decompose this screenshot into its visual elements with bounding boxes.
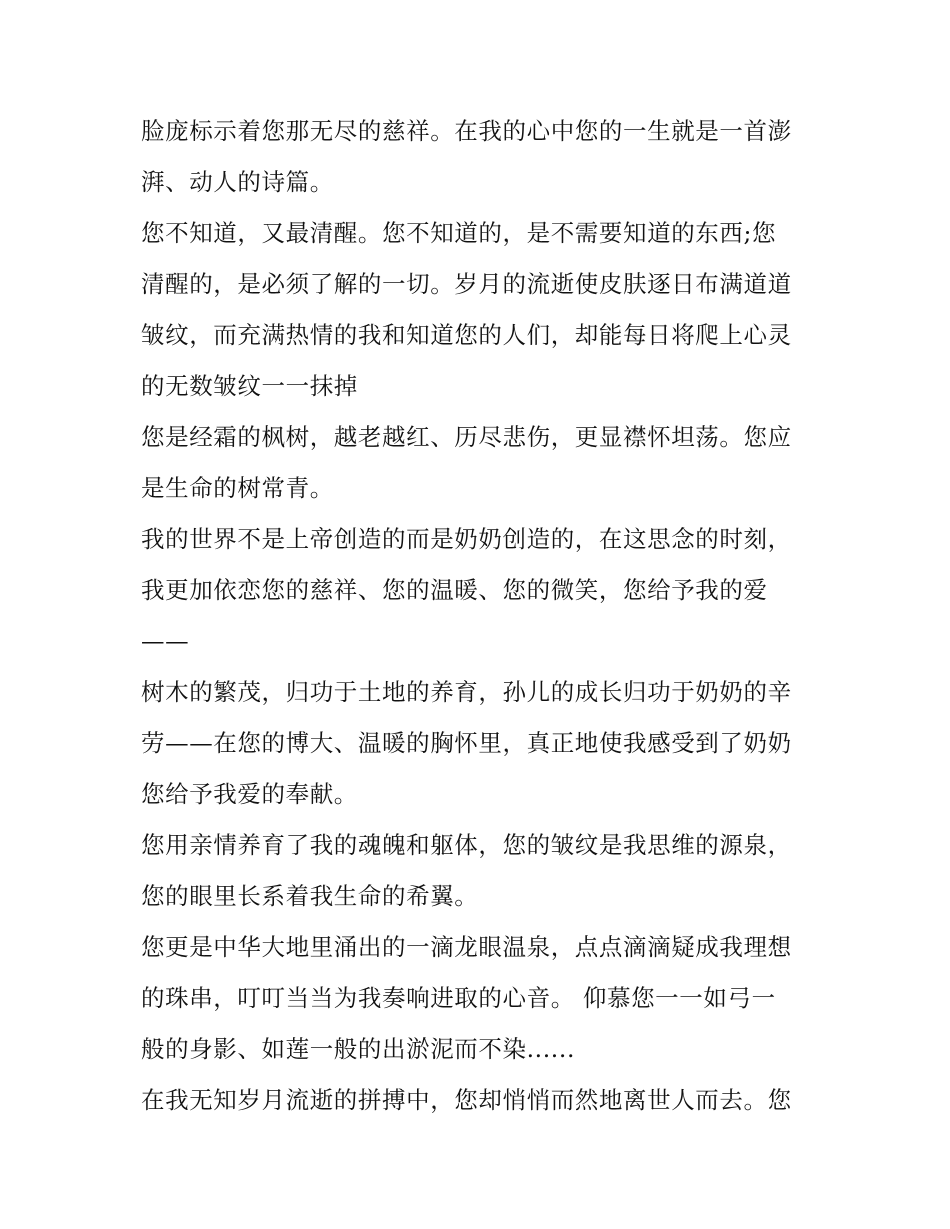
paragraph: 您是经霜的枫树，越老越红、历尽悲伤，更显襟怀坦荡。您应 是生命的树常青。 [141,423,792,502]
paragraph: 您更是中华大地里涌出的一滴龙眼温泉，点点滴滴疑成我理想 的珠串，叮叮当当为我奏响进取的心音。 仰慕您一一如弓一 般的身影、如莲一般的出淤泥而不染...... [141,933,792,1063]
paragraph: 脸庞标示着您那无尽的慈祥。在我的心中您的一生就是一首澎 湃、动人的诗篇。 [141,117,792,196]
paragraph: 在我无知岁月流逝的拼搏中，您却悄悄而然地离世人而去。您 [141,1086,792,1114]
document-body [141,106,821,1126]
paragraph: 我的世界不是上帝创造的而是奶奶创造的，在这思念的时刻， 我更加依恋您的慈祥、您的温暖、您的微笑，您给予我的爱 —— [141,525,792,655]
paragraph: 树木的繁茂，归功于土地的养育，孙儿的成长归功于奶奶的辛 劳——在您的博大、温暖的胸怀里，真正地使我感受到了奶奶 您给予我爱的奉献。 [141,678,792,808]
paragraph: 您用亲情养育了我的魂魄和躯体，您的皱纹是我思维的源泉， 您的眼里长系着我生命的希翼。 [141,831,792,910]
paragraph: 您不知道，又最清醒。您不知道的，是不需要知道的东西;您 清醒的，是必须了解的一切。岁月的流逝使皮肤逐日布满道道 皱纹，而充满热情的我和知道您的人们，却能每日将爬上心灵 的无数皱纹一一抹掉 [141,219,792,400]
